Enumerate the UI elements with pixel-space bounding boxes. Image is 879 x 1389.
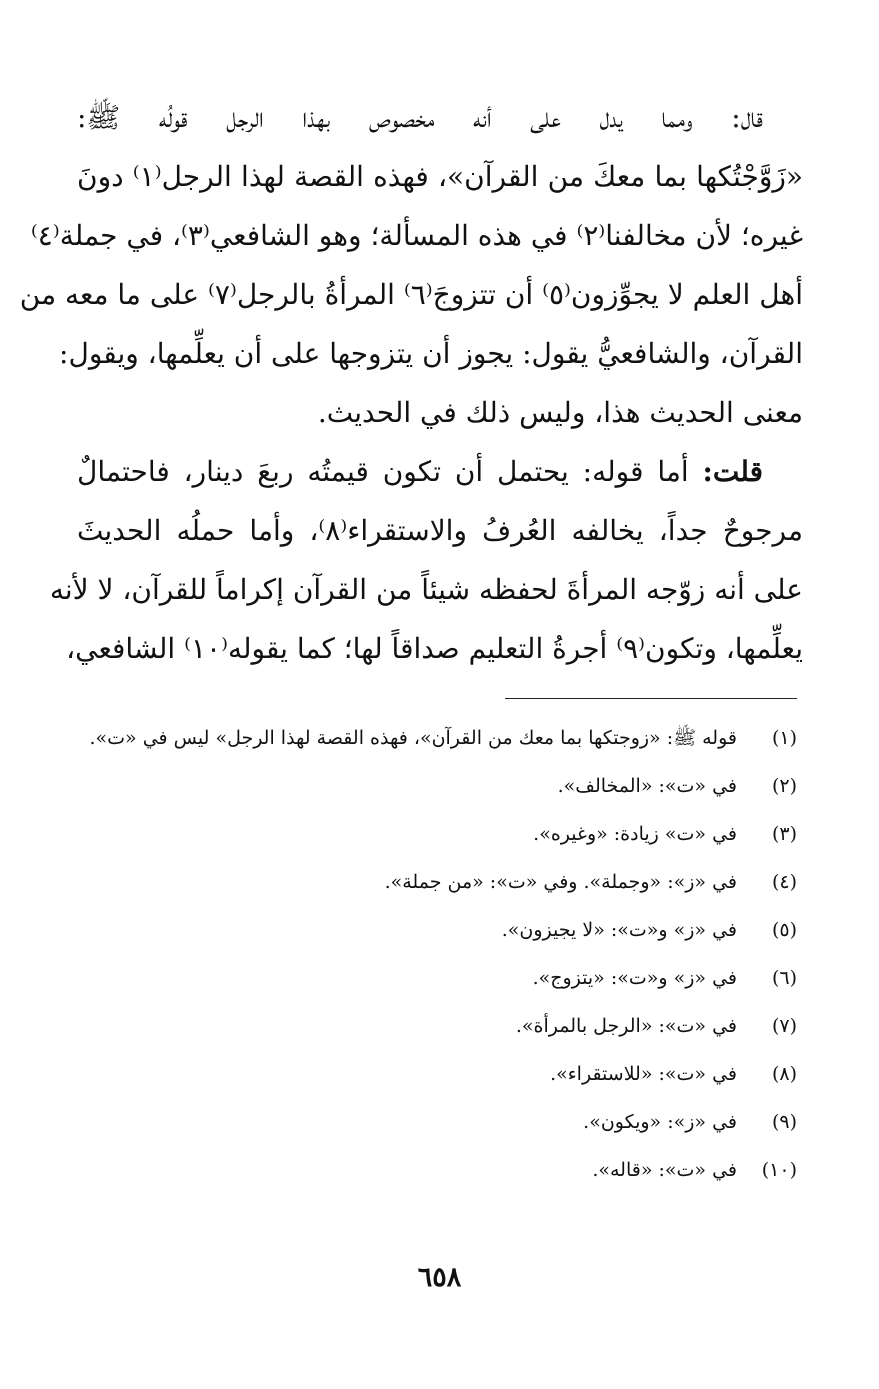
- footnote: [77, 912, 797, 949]
- footnote-number: (١٠): [761, 1159, 797, 1181]
- footnote-text: في «ت»: «المخالف».: [557, 775, 737, 797]
- footnote: [77, 768, 797, 805]
- footnote: [77, 960, 797, 997]
- footnote-text: قوله ﷺ: «زوجتكها بما معك من القرآن»، فهذه القصة لهذا الرجل» ليس في «ت».: [89, 727, 737, 749]
- footnote-number: (٣): [771, 823, 797, 845]
- body-line: غيره؛ لأن مخالفنا⁽٢⁾ في هذه المسألة؛ وهو الشافعي⁽٣⁾، في جملة⁽٤⁾: [30, 219, 803, 252]
- footnote-number: (٦): [771, 967, 797, 989]
- body-line: «زَوَّجْتُكها بما معكَ من القرآن»، فهذه القصة لهذا الرجل⁽١⁾ دونَ: [77, 160, 803, 193]
- footnote-text: في «ز» و«ت»: «يتزوج».: [532, 967, 737, 989]
- body-line: يعلِّمها، وتكون⁽٩⁾ أجرةُ التعليم صداقاً لها؛ كما يقوله⁽١٠⁾ الشافعي،: [66, 632, 803, 665]
- body-line: معنى الحديث هذا، وليس ذلك في الحديث.: [317, 396, 803, 429]
- footnote: [77, 1152, 797, 1189]
- footnote-number: (٩): [771, 1111, 797, 1133]
- footnote: [77, 864, 797, 901]
- footnote-text: في «ز» و«ت»: «لا يجيزون».: [501, 919, 737, 941]
- footnote: [77, 816, 797, 853]
- footnote-text: في «ت»: «للاستقراء».: [550, 1063, 737, 1085]
- qultu-label: قلت:: [702, 455, 763, 488]
- body-line: أهل العلم لا يجوِّزون⁽٥⁾ أن تتزوجَ⁽٦⁾ المرأةُ بالرجل⁽٧⁾ على ما معه من: [19, 278, 803, 311]
- footnote-number: (٨): [771, 1063, 797, 1085]
- footnote-text: في «ز»: «ويكون».: [583, 1111, 737, 1133]
- footnote-text: في «ت» زيادة: «وغيره».: [533, 823, 737, 845]
- footnote-text: في «ز»: «وجملة». وفي «ت»: «من جملة».: [384, 871, 737, 893]
- body-line: القرآن، والشافعيُّ يقول: يجوز أن يتزوجها على أن يعلِّمها، ويقول:: [59, 337, 803, 370]
- footnote: [77, 720, 797, 757]
- main-text: [19, 88, 804, 678]
- footnote-divider: [505, 698, 797, 699]
- footnote-text: في «ت»: «قاله».: [592, 1159, 737, 1181]
- footnote: [77, 1056, 797, 1093]
- footnote-number: (٢): [771, 775, 797, 797]
- body-line: قال: ومما يدل على أنه مخصوص بهذا الرجل قولُه ﷺ:: [77, 101, 763, 134]
- page-number: ٦٥٨: [417, 1262, 462, 1293]
- footnote-number: (٤): [771, 871, 797, 893]
- footnote-number: (٧): [771, 1015, 797, 1037]
- body-line: على أنه زوّجه المرأةَ لحفظه شيئاً من القرآن إكراماً للقرآن، لا لأنه: [49, 573, 803, 606]
- footnote: [77, 1104, 797, 1141]
- para2-first-line: [77, 442, 803, 501]
- body-line: مرجوحٌ جداً، يخالفه العُرفُ والاستقراء⁽٨⁾، وأما حملُه الحديثَ: [77, 514, 804, 547]
- footnote-number: (١): [771, 727, 797, 749]
- footnote: [77, 1008, 797, 1045]
- footnotes: [77, 720, 797, 1200]
- para2-first-text: أما قوله: يحتمل أن تكون قيمتُه ربعَ دينار، فاحتمالٌ: [77, 455, 689, 488]
- footnote-text: في «ت»: «الرجل بالمرأة».: [515, 1015, 737, 1037]
- footnote-number: (٥): [771, 919, 797, 941]
